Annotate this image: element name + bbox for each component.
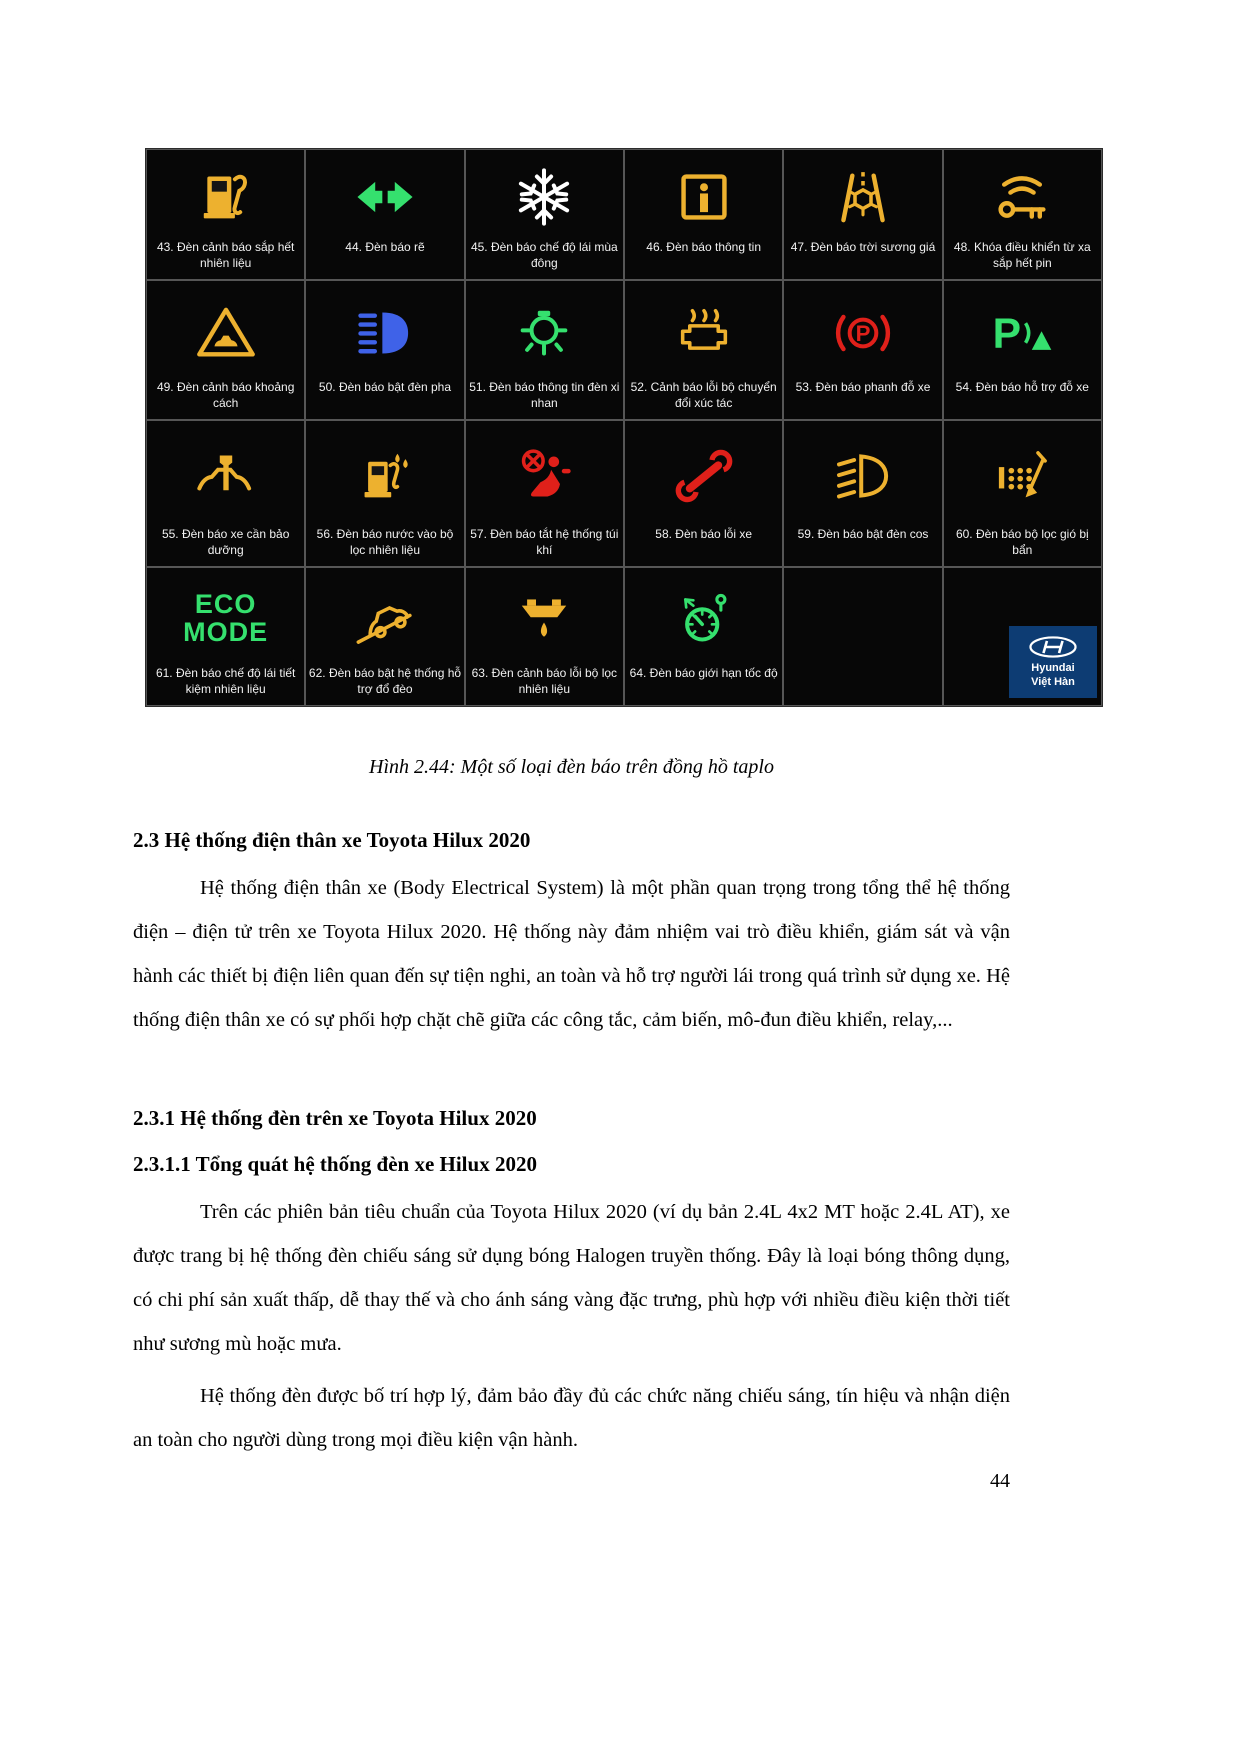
- warning-light-label: 63. Đèn cảnh báo lỗi bộ lọc nhiên liệu: [471, 666, 618, 696]
- warning-light-label: 51. Đèn báo thông tin đèn xi nhan: [469, 380, 620, 410]
- warning-light-label: 47. Đèn báo trời sương giá: [790, 240, 936, 254]
- heading-2-3: 2.3 Hệ thống điện thân xe Toyota Hilux 2020: [133, 828, 531, 852]
- paragraph-lighting-overview-2: Hệ thống đèn được bố trí hợp lý, đảm bảo đầy đủ các chức năng chiếu sáng, tín hiệu và nhận diện an toàn cho người dùng trong mọi điều kiện vận hành.: [133, 1385, 1010, 1451]
- frost-road-icon: [831, 165, 895, 229]
- high-beam-icon: [353, 301, 417, 365]
- warning-light-label: 64. Đèn báo giới hạn tốc độ: [629, 666, 778, 680]
- distance-warning-icon: [194, 301, 258, 365]
- warning-lights-grid: [145, 148, 1103, 707]
- warning-light-label: 58. Đèn báo lỗi xe: [655, 527, 753, 541]
- brand-name-line2: Việt Hàn: [1031, 676, 1075, 688]
- warning-light-cell: [465, 280, 624, 420]
- speed-limiter-icon: [672, 587, 736, 651]
- warning-light-cell: [146, 280, 305, 420]
- page-number: 44: [990, 1470, 1010, 1492]
- warning-light-label: 54. Đèn báo hỗ trợ đỗ xe: [955, 380, 1089, 394]
- warning-light-cell: [943, 420, 1102, 567]
- hyundai-h-icon: [1027, 635, 1079, 659]
- eco-mode-indicator: ECO MODE: [183, 589, 269, 647]
- parking-assist-icon: [990, 301, 1054, 365]
- warning-light-cell: [146, 567, 305, 706]
- warning-light-label: 56. Đèn báo nước vào bộ lọc nhiên liệu: [316, 527, 454, 557]
- warning-light-cell: [783, 149, 942, 280]
- warning-light-cell: [465, 567, 624, 706]
- vehicle-fault-wrench-icon: [672, 444, 736, 508]
- warning-light-cell: [465, 420, 624, 567]
- warning-light-cell: [943, 280, 1102, 420]
- warning-light-label: 62. Đèn báo bật hệ thống hỗ trợ đổ đèo: [308, 666, 462, 696]
- turn-signal-arrows-icon: [353, 165, 417, 229]
- warning-light-cell: [624, 567, 783, 706]
- catalytic-converter-icon: [672, 301, 736, 365]
- airbag-off-icon: [512, 444, 576, 508]
- fuel-filter-warning-icon: [512, 587, 576, 651]
- warning-light-cell: [624, 149, 783, 280]
- warning-light-label: 53. Đèn báo phanh đỗ xe: [795, 380, 931, 394]
- warning-light-label: 48. Khóa điều khiển từ xa sắp hết pin: [953, 240, 1091, 270]
- warning-light-label: 44. Đèn báo rẽ: [345, 240, 425, 254]
- warning-light-label: 61. Đèn báo chế độ lái tiết kiệm nhiên liệu: [155, 666, 296, 696]
- warning-light-label: 45. Đèn báo chế độ lái mùa đông: [470, 240, 618, 270]
- brand-name-line1: Hyundai: [1031, 662, 1075, 675]
- warning-light-cell: [943, 149, 1102, 280]
- svg-text:P: P: [992, 309, 1022, 358]
- key-fob-low-battery-icon: [990, 165, 1054, 229]
- warning-light-cell: [783, 280, 942, 420]
- warning-light-cell: [305, 420, 464, 567]
- parking-brake-icon: [831, 301, 895, 365]
- warning-light-cell: [305, 567, 464, 706]
- warning-light-cell: [146, 149, 305, 280]
- warning-light-label: 60. Đèn báo bộ lọc gió bị bẩn: [955, 527, 1089, 557]
- turn-lamp-info-icon: [512, 301, 576, 365]
- svg-text:P: P: [855, 320, 871, 346]
- warning-light-cell: [783, 420, 942, 567]
- warning-light-label: 59. Đèn báo bật đèn cos: [797, 527, 929, 541]
- warning-light-cell: [624, 420, 783, 567]
- warning-light-cell: [305, 149, 464, 280]
- fuel-pump-icon: [194, 165, 258, 229]
- heading-2-3-1: 2.3.1 Hệ thống đèn trên xe Toyota Hilux 2020: [133, 1106, 537, 1130]
- hyundai-logo: [1009, 626, 1097, 698]
- paragraph-lighting-overview-1: Trên các phiên bản tiêu chuẩn của Toyota Hilux 2020 (ví dụ bản 2.4L 4x2 MT hoặc 2.4L AT), xe được trang bị hệ thống đèn chiếu sáng sử dụng bóng Halogen truyền thống. Đây là loại bóng thông dụng, có chi phí sản xuất thấp, dễ thay thế và cho ánh sáng vàng đặc trưng, phù hợp với nhiều điều kiện thời tiết như sương mù hoặc mưa.: [133, 1201, 1010, 1355]
- hill-descent-icon: [353, 587, 417, 651]
- warning-light-cell: [146, 420, 305, 567]
- warning-light-label: 43. Đèn cảnh báo sắp hết nhiên liệu: [156, 240, 295, 270]
- paragraph-body-electrical: Hệ thống điện thân xe (Body Electrical System) là một phần quan trọng trong tổng thể hệ thống điện – điện tử trên xe Toyota Hilux 2020. Hệ thống này đảm nhiệm vai trò điều khiển, giám sát và vận hành các thiết bị điện liên quan đến sự tiện nghi, an toàn và hỗ trợ người lái trong quá trình sử dụng xe. Hệ thống điện thân xe có sự phối hợp chặt chẽ giữa các công tắc, cảm biến, mô-đun điều khiển, relay,...: [133, 877, 1010, 1031]
- warning-light-label: 55. Đèn báo xe cần bảo dưỡng: [161, 527, 290, 557]
- warning-light-cell: [305, 280, 464, 420]
- empty-cell: [783, 567, 942, 706]
- warning-light-cell: [943, 567, 1102, 706]
- figure-caption: Hình 2.44: Một số loại đèn báo trên đồng hồ taplo: [369, 756, 774, 778]
- low-beam-icon: [831, 444, 895, 508]
- air-filter-dirty-icon: [990, 444, 1054, 508]
- warning-light-label: 50. Đèn báo bật đèn pha: [318, 380, 452, 394]
- water-in-fuel-filter-icon: [353, 444, 417, 508]
- warning-light-label: 52. Cảnh báo lỗi bộ chuyển đổi xúc tác: [630, 380, 777, 410]
- warning-light-cell: [624, 280, 783, 420]
- warning-light-label: 49. Đèn cảnh báo khoảng cách: [156, 380, 295, 410]
- car-service-icon: [194, 444, 258, 508]
- warning-light-label: 46. Đèn báo thông tin: [646, 240, 762, 254]
- heading-2-3-1-1: 2.3.1.1 Tổng quát hệ thống đèn xe Hilux 2020: [133, 1152, 537, 1176]
- warning-light-label: [786, 666, 939, 700]
- warning-light-cell: [465, 149, 624, 280]
- snowflake-icon: [512, 165, 576, 229]
- warning-light-label: 57. Đèn báo tắt hệ thống túi khí: [470, 527, 619, 557]
- info-icon: [672, 165, 736, 229]
